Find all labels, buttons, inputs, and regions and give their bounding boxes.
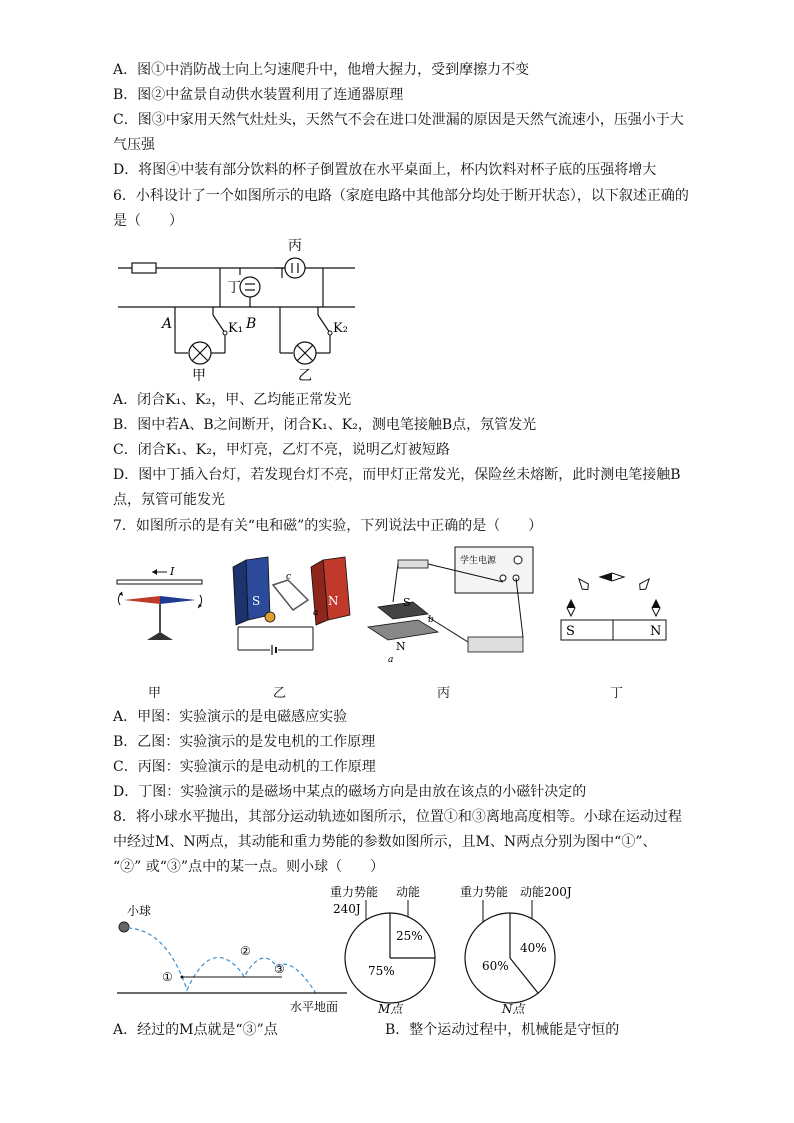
coil-label-c: c	[286, 572, 292, 582]
q7-figure-ding	[558, 565, 678, 650]
q6-option-c: C．闭合K₁、K₂，甲灯亮，乙灯不亮，说明乙灯被短路	[113, 442, 450, 458]
q5-option-c-line1: C．图③中家用天然气灶灶头，天然气不会在进口处泄漏的原因是天然气流速小，压强小于大	[113, 112, 684, 128]
q6-circuit-diagram	[110, 235, 370, 385]
point-3-label: ③	[274, 962, 285, 976]
m-ke-label: 动能	[396, 885, 421, 899]
compass-needle	[124, 596, 160, 604]
point-2-label: ②	[240, 944, 251, 958]
rheostat	[468, 637, 523, 652]
q7-option-d: D．丁图：实验演示的是磁场中某点的磁场方向是由放在该点的小磁针决定的	[113, 784, 587, 800]
coil-label-a: a	[313, 608, 319, 618]
label-k2: K₂	[333, 321, 348, 336]
bing-label-a: a	[388, 655, 394, 665]
label-yi: 乙	[298, 368, 312, 384]
power-supply-box	[455, 547, 533, 593]
caption-bing: 丙	[437, 686, 451, 701]
q6-stem-line1: 6．小科设计了一个如图所示的电路（家庭电路中其他部分均处于断开状态），以下叙述正确的	[113, 188, 689, 204]
power-supply-label: 学生电源	[460, 556, 497, 566]
q8-option-a: A．经过的M点就是“③”点	[113, 1022, 278, 1038]
bing-label-b: b	[428, 615, 434, 625]
label-point-b: B	[246, 316, 257, 332]
magnet-s-label: S	[252, 594, 261, 608]
q7-figure-bing	[358, 542, 538, 672]
label-jia: 甲	[192, 368, 206, 384]
socket-ding	[240, 277, 260, 297]
m-value-label: 240J	[333, 902, 361, 916]
caption-jia: 甲	[148, 686, 162, 701]
socket-bing	[285, 258, 305, 278]
q5-option-d: D．将图④中装有部分饮料的杯子倒置放在水平桌面上，杯内饮料对杯子底的压强将增大	[113, 162, 657, 178]
magnet-n-label: N	[328, 594, 339, 608]
n-ke-pct: 40%	[520, 941, 547, 955]
q7-option-b: B．乙图：实验演示的是发电机的工作原理	[113, 734, 376, 750]
q8-stem-line2: 中经过M、N两点，其动能和重力势能的参数如图所示，且M、N两点分别为图中“①”、	[113, 834, 657, 850]
q5-option-c-line2: 气压强	[113, 137, 155, 153]
q6-stem-line2: 是（ ）	[113, 213, 183, 229]
ding-n-label: N	[650, 624, 662, 639]
q6-option-d-line1: D．图中丁插入台灯，若发现台灯不亮，而甲灯正常发光，保险丝未熔断，此时测电笔接触B	[113, 467, 681, 483]
bing-n-label: N	[396, 640, 406, 653]
q6-option-b: B．图中若A、B之间断开，闭合K₁、K₂，测电笔接触B点，氖管发光	[113, 417, 537, 433]
n-point-name: N点	[502, 1002, 525, 1015]
q7-stem: 7．如图所示的是有关“电和磁”的实验，下列说法中正确的是（ ）	[113, 518, 543, 534]
m-pe-pct: 75%	[368, 964, 395, 978]
q8-option-b: B．整个运动过程中，机械能是守恒的	[385, 1022, 620, 1038]
m-pe-label: 重力势能	[330, 885, 379, 899]
n-pe-pct: 60%	[482, 959, 509, 973]
ding-s-label: S	[566, 624, 575, 639]
label-current: I	[170, 565, 175, 578]
q6-option-d-line2: 点，氖管可能发光	[113, 492, 225, 508]
q8-stem-line3: “②” 或“③”点中的某一点。则小球（ ）	[113, 859, 385, 875]
switch-k2	[318, 315, 330, 333]
q5-option-a: A．图①中消防战士向上匀速爬升中，他增大握力，受到摩擦力不变	[113, 62, 530, 78]
q6-option-a: A．闭合K₁、K₂，甲、乙均能正常发光	[113, 392, 352, 408]
q7-figure-jia	[112, 560, 207, 680]
caption-yi: 乙	[273, 686, 287, 701]
ball	[119, 922, 129, 932]
q7-figure-yi	[228, 555, 358, 665]
bing-s-label: S	[403, 596, 411, 609]
label-k1: K₁	[228, 321, 243, 336]
q8-pie-n	[450, 880, 580, 1015]
label-ding: 丁	[227, 280, 241, 296]
n-pe-label: 重力势能	[460, 885, 509, 899]
fuse	[132, 263, 156, 273]
q7-option-a: A．甲图：实验演示的是电磁感应实验	[113, 709, 348, 725]
label-bing: 丙	[288, 238, 302, 254]
label-point-a: A	[162, 316, 173, 332]
ground-label: 水平地面	[290, 1000, 339, 1014]
m-ke-pct: 25%	[396, 929, 423, 943]
q7-option-c: C．丙图：实验演示的是电动机的工作原理	[113, 759, 376, 775]
caption-ding: 丁	[610, 686, 624, 701]
q5-option-b: B．图②中盆景自动供水装置利用了连通器原理	[113, 87, 404, 103]
n-ke-label: 动能200J	[520, 885, 572, 899]
switch-k1	[213, 315, 225, 333]
q8-pie-m	[328, 880, 448, 1015]
q8-trajectory-figure	[112, 895, 352, 1020]
point-1-label: ①	[162, 970, 173, 984]
q8-stem-line1: 8．将小球水平抛出，其部分运动轨迹如图所示，位置①和③离地高度相等。小球在运动过程	[113, 809, 682, 825]
m-point-name: M点	[378, 1002, 403, 1015]
ball-label: 小球	[127, 904, 152, 918]
